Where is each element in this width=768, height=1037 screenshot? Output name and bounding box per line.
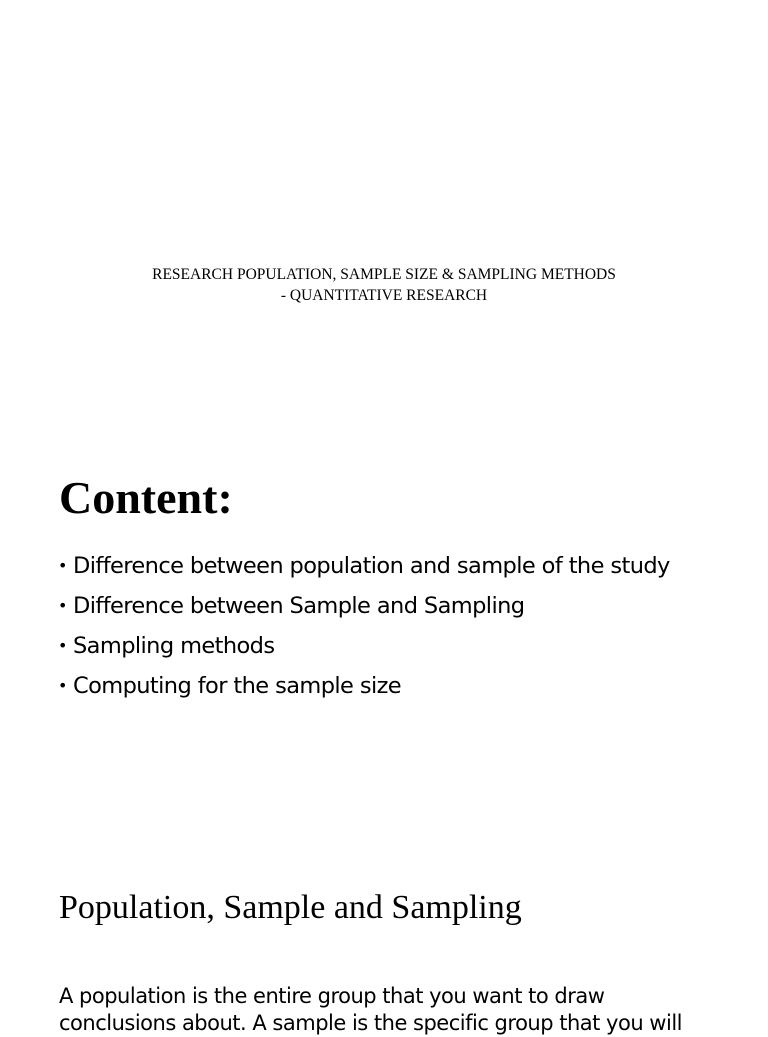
list-item	[58, 590, 698, 622]
bullet-icon: •	[58, 636, 67, 655]
list-item-text: Computing for the sample size	[73, 673, 402, 699]
list-item	[58, 670, 698, 702]
section-heading: Population, Sample and Sampling	[59, 889, 522, 926]
list-item	[58, 630, 698, 662]
list-item-text: Sampling methods	[73, 633, 275, 659]
bullet-icon: •	[58, 556, 67, 575]
document-title-line-1: RESEARCH POPULATION, SAMPLE SIZE & SAMPLING METHODS	[152, 266, 616, 283]
bullet-icon: •	[58, 676, 67, 695]
content-bullet-list	[58, 550, 698, 710]
document-title	[0, 264, 768, 306]
body-paragraph: A population is the entire group that you want to draw conclusions about. A sample is the specific group that you will	[59, 984, 682, 1035]
content-heading: Content:	[59, 472, 233, 523]
list-item-text: Difference between Sample and Sampling	[73, 593, 525, 619]
bullet-icon: •	[58, 596, 67, 615]
list-item-text: Difference between population and sample of the study	[73, 553, 670, 579]
list-item	[58, 550, 698, 582]
document-title-line-2: - QUANTITATIVE RESEARCH	[280, 287, 488, 304]
